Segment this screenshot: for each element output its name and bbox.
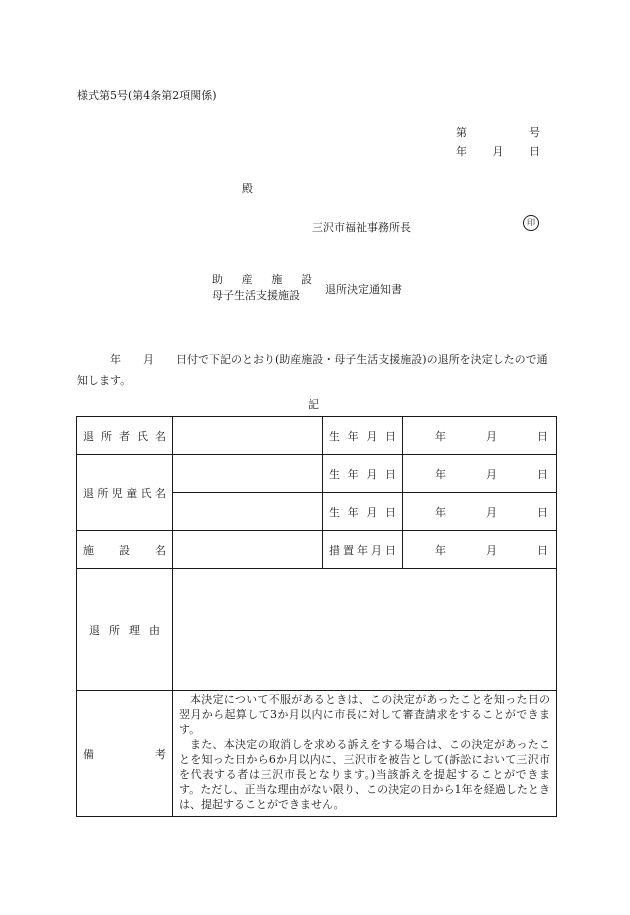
remarks-paragraph-2: また、本決定の取消しを求める訴えをする場合は、この決定があったことを知った日から6か月以内に、三沢市を被告として(訴訟において三沢市を代表する者は三沢市長となります。)当該訴えを提起することができます。ただし、正当な理由がない限り、この決定の日から1年を経過したときは、提起することができません。 [179, 738, 550, 811]
child-value-cell [173, 455, 323, 493]
child-value-cell [173, 493, 323, 531]
table-row [77, 691, 557, 817]
facility-label-cell: 施設名 [77, 531, 173, 569]
facility-value-cell [173, 531, 323, 569]
title-facility-a: 助 産 施 設 [212, 273, 312, 286]
issuer-name: 三沢市福祉事務所長 [312, 221, 411, 234]
remarks-paragraph-1: 本決定について不服があるときは、この決定があったことを知った日の翌月から起算して3か月以内に市長に対して審査請求をすることができます。 [179, 693, 550, 736]
birth-label-cell: 生年月日 [323, 493, 403, 531]
birth-label-cell: 生年月日 [323, 417, 403, 455]
remarks-text-cell [173, 691, 557, 817]
birth-date-cell: 年 月 日 [403, 455, 557, 493]
number-prefix: 第 [456, 126, 467, 139]
addressee-suffix: 殿 [242, 182, 253, 195]
table-row [77, 531, 557, 569]
birth-label-cell: 生年月日 [323, 455, 403, 493]
table-row [77, 569, 557, 691]
reason-value-cell [173, 569, 557, 691]
document-title: 退所決定通知書 [325, 283, 402, 296]
table-row [77, 417, 557, 455]
form-code: 様式第5号(第4条第2項関係) [77, 89, 217, 102]
measure-date-cell: 年 月 日 [403, 531, 557, 569]
table-row [77, 455, 557, 493]
body-text: 年 月 日付で下記のとおり(助産施設・母子生活支援施設)の退所を決定したので通知します。 [77, 353, 548, 387]
details-table [76, 416, 557, 817]
birth-date-cell: 年 月 日 [403, 417, 557, 455]
title-facility-b: 母子生活支援施設 [212, 289, 300, 302]
document-number-line [456, 124, 540, 140]
birth-date-cell: 年 月 日 [403, 493, 557, 531]
measure-label-cell: 措置年月日 [323, 531, 403, 569]
title-facility-types [212, 272, 312, 304]
name-label-cell: 退所者氏名 [77, 417, 173, 455]
name-value-cell [173, 417, 323, 455]
date-year: 年 [456, 145, 467, 158]
reason-label-cell: 退所理由 [77, 569, 173, 691]
remarks-label-cell: 備考 [77, 691, 173, 817]
number-suffix: 号 [529, 126, 540, 139]
date-month: 月 [492, 145, 504, 158]
document-date-line [456, 143, 540, 159]
child-label-cell: 退所児童氏名 [77, 455, 173, 531]
date-day: 日 [529, 145, 540, 158]
seal-icon: 印 [523, 215, 539, 231]
ki-heading: 記 [308, 398, 319, 411]
